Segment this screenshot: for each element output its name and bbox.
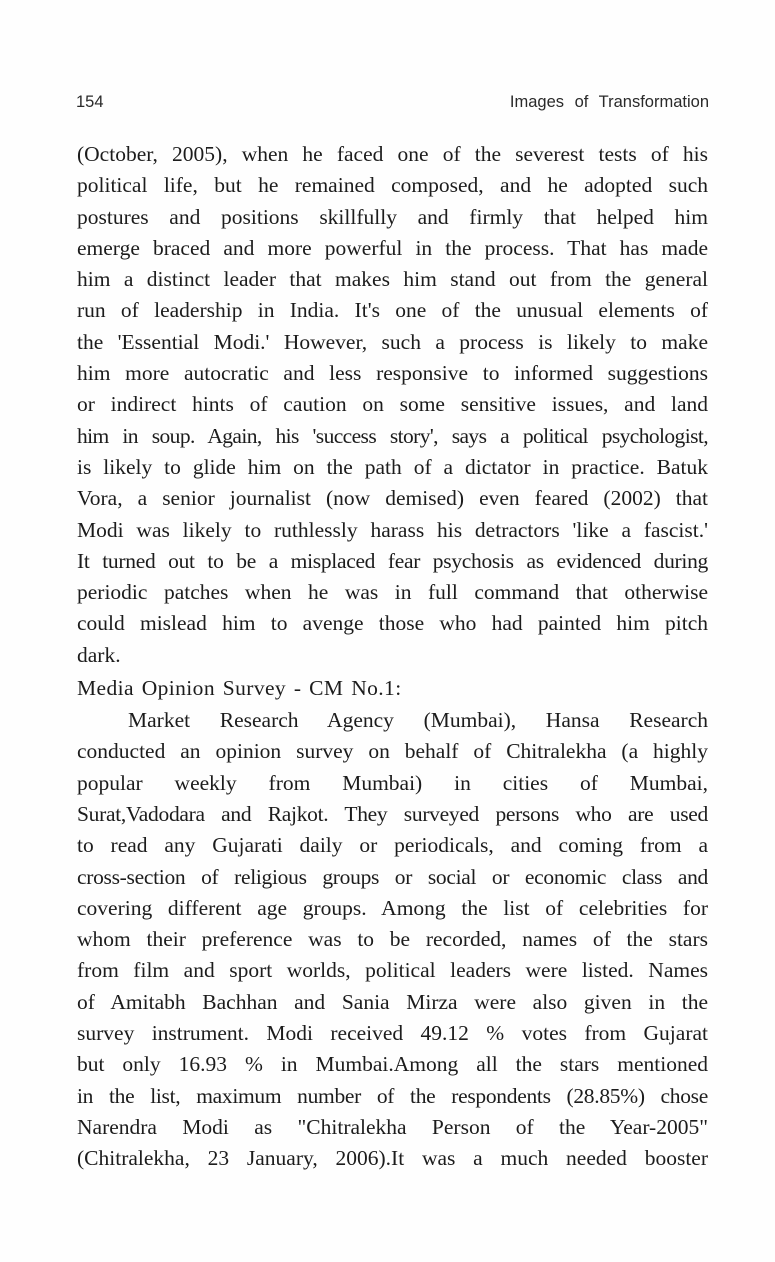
text-line: Surat,Vadodara and Rajkot. They surveyed persons who are used xyxy=(77,801,708,826)
text-line: is likely to glide him on the path of a dictator in practice. Batuk xyxy=(77,454,708,479)
book-title: Images of Transformation xyxy=(509,93,709,111)
running-head xyxy=(76,93,709,117)
paragraph-2 xyxy=(77,705,708,1174)
text-line: from film and sport worlds, political leaders were listed. Names xyxy=(77,958,708,983)
text-line: to read any Gujarati daily or periodicals, and coming from a xyxy=(77,833,708,858)
text-line: It turned out to be a misplaced fear psychosis as evidenced during xyxy=(77,548,708,573)
text-line: emerge braced and more powerful in the process. That has made xyxy=(77,235,708,260)
text-line: Market Research Agency (Mumbai), Hansa Research xyxy=(128,708,708,733)
text-line: but only 16.93 % in Mumbai.Among all the stars mentioned xyxy=(77,1052,708,1077)
paragraph-1 xyxy=(77,139,708,671)
text-line: (Chitralekha, 23 January, 2006).It was a much needed booster xyxy=(77,1146,708,1171)
text-line: postures and positions skillfully and firmly that helped him xyxy=(77,204,708,229)
text-line: of Amitabh Bachhan and Sania Mirza were also given in the xyxy=(77,989,708,1014)
text-line: could mislead him to avenge those who had painted him pitch xyxy=(77,611,708,636)
text-line: periodic patches when he was in full command that otherwise xyxy=(77,580,708,605)
text-line: political life, but he remained composed, and he adopted such xyxy=(77,173,708,198)
section-heading: Media Opinion Survey - CM No.1: xyxy=(77,676,402,701)
text-line: him a distinct leader that makes him stand out from the general xyxy=(77,267,708,292)
text-line: dark. xyxy=(77,642,121,667)
page-number: 154 xyxy=(76,93,104,111)
text-line: Modi was likely to ruthlessly harass his detractors 'like a fascist.' xyxy=(77,517,708,542)
text-line: him more autocratic and less responsive to informed suggestions xyxy=(77,361,708,386)
text-line: or indirect hints of caution on some sensitive issues, and land xyxy=(77,392,708,417)
text-line: him in soup. Again, his 'success story', says a political psychologist, xyxy=(77,423,708,448)
text-line: popular weekly from Mumbai) in cities of Mumbai, xyxy=(77,770,708,795)
text-line: cross-section of religious groups or social or economic class and xyxy=(77,864,708,889)
text-line: covering different age groups. Among the list of celebrities for xyxy=(77,895,708,920)
text-line: run of leadership in India. It's one of the unusual elements of xyxy=(77,298,708,323)
text-line: whom their preference was to be recorded, names of the stars xyxy=(77,927,708,952)
text-line: conducted an opinion survey on behalf of Chitralekha (a highly xyxy=(77,739,708,764)
text-line: in the list, maximum number of the respondents (28.85%) chose xyxy=(77,1083,708,1108)
text-line: Vora, a senior journalist (now demised) even feared (2002) that xyxy=(77,486,708,511)
text-line: the 'Essential Modi.' However, such a process is likely to make xyxy=(77,329,708,354)
text-line: survey instrument. Modi received 49.12 % votes from Gujarat xyxy=(77,1021,708,1046)
body-text xyxy=(77,139,708,1175)
text-line: Narendra Modi as "Chitralekha Person of the Year-2005" xyxy=(77,1114,708,1139)
text-line: (October, 2005), when he faced one of the severest tests of his xyxy=(77,142,708,166)
